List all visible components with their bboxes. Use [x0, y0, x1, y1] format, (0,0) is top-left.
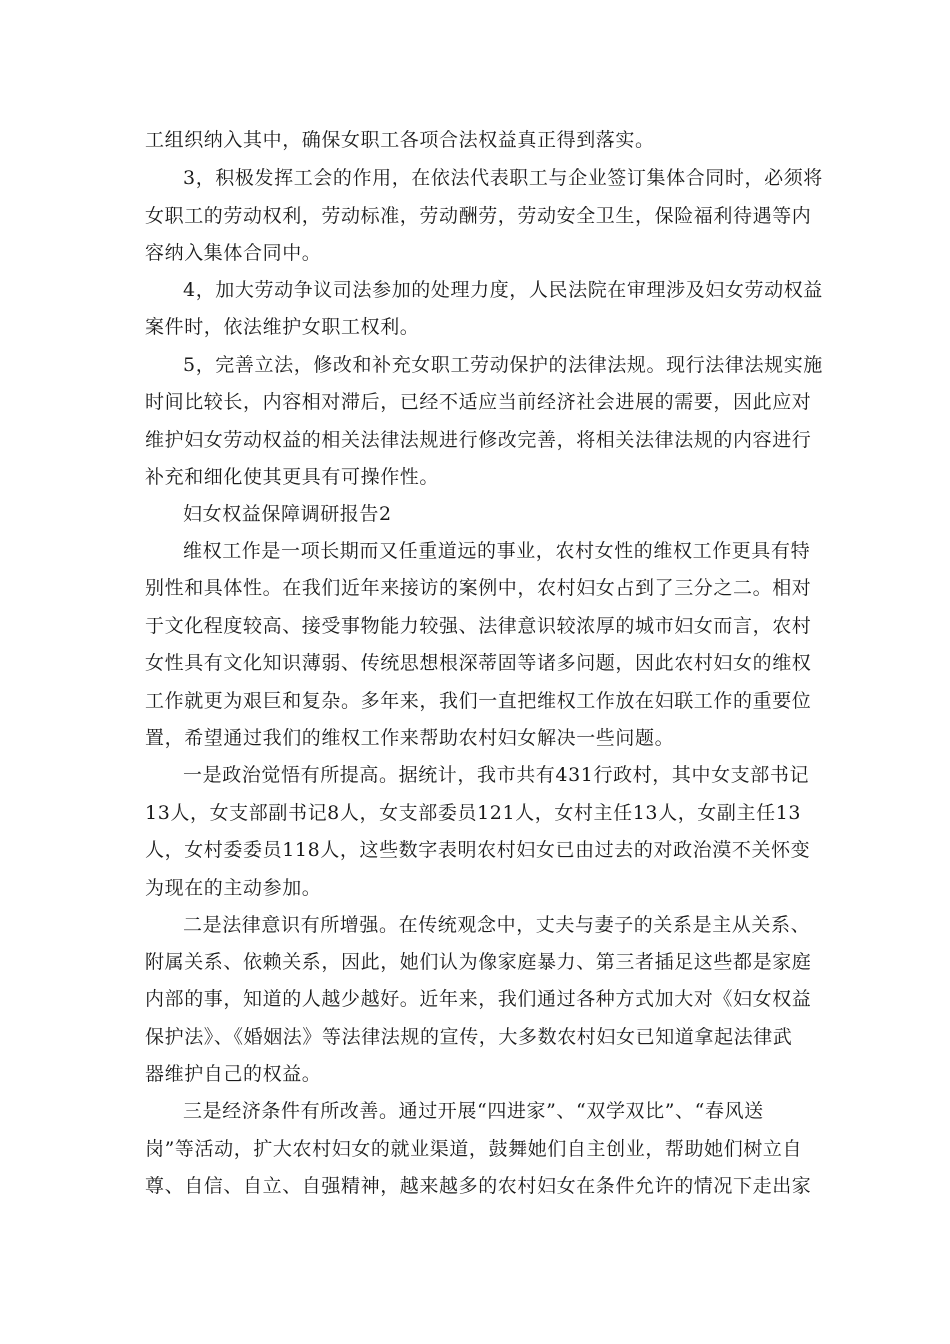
text-line: 工组织纳入其中，确保女职工各项合法权益真正得到落实。 — [145, 129, 655, 151]
list-item-5: 5，完善立法，修改和补充女职工劳动保护的法律法规。现行法律法规实施 — [183, 354, 823, 376]
text-line: 器维护自己的权益。 — [145, 1063, 322, 1085]
list-item-3: 3，积极发挥工会的作用，在依法代表职工与企业签订集体合同时，必须将 — [183, 167, 823, 189]
text-line: 岗”等活动，扩大农村妇女的就业渠道，鼓舞她们自主创业，帮助她们树立自 — [145, 1138, 803, 1160]
text-line: 维护妇女劳动权益的相关法律法规进行修改完善，将相关法律法规的内容进行 — [145, 429, 812, 451]
text-line: 附属关系、依赖关系，因此，她们认为像家庭暴力、第三者插足这些都是家庭 — [145, 951, 812, 973]
text-line: 为现在的主动参加。 — [145, 877, 322, 899]
paragraph-start: 二是法律意识有所增强。在传统观念中，丈夫与妻子的关系是主从关系、 — [183, 914, 811, 936]
paragraph-start: 维权工作是一项长期而又任重道远的事业，农村女性的维权工作更具有特 — [183, 540, 811, 562]
text-line: 内部的事，知道的人越少越好。近年来，我们通过各种方式加大对《妇女权益 — [145, 988, 812, 1010]
text-line: 容纳入集体合同中。 — [145, 242, 322, 264]
text-line: 于文化程度较高、接受事物能力较强、法律意识较浓厚的城市妇女而言，农村 — [145, 615, 812, 637]
text-line: 人，女村委委员118人，这些数字表明农村妇女已由过去的对政治漠不关怀变 — [145, 839, 811, 861]
text-line: 女性具有文化知识薄弱、传统思想根深蒂固等诸多问题，因此农村妇女的维权 — [145, 652, 812, 674]
text-line: 置，希望通过我们的维权工作来帮助农村妇女解决一些问题。 — [145, 727, 675, 749]
text-line: 尊、自信、自立、自强精神，越来越多的农村妇女在条件允许的情况下走出家 — [145, 1175, 812, 1197]
text-line: 保护法》、《婚姻法》等法律法规的宣传，大多数农村妇女已知道拿起法律武 — [145, 1026, 793, 1048]
text-line: 案件时，依法维护女职工权利。 — [145, 316, 420, 338]
section-heading: 妇女权益保障调研报告2 — [183, 503, 392, 525]
text-line: 工作就更为艰巨和复杂。多年来，我们一直把维权工作放在妇联工作的重要位 — [145, 690, 812, 712]
paragraph-start: 一是政治觉悟有所提高。据统计，我市共有431行政村，其中女支部书记 — [183, 764, 810, 786]
text-line: 13人，女支部副书记8人，女支部委员121人，女村主任13人，女副主任13 — [145, 802, 802, 824]
text-line: 别性和具体性。在我们近年来接访的案例中，农村妇女占到了三分之二。相对 — [145, 577, 812, 599]
text-line: 女职工的劳动权利，劳动标准，劳动酬劳，劳动安全卫生，保险福利待遇等内 — [145, 205, 812, 227]
list-item-4: 4，加大劳动争议司法参加的处理力度，人民法院在审理涉及妇女劳动权益 — [183, 279, 823, 301]
text-line: 时间比较长，内容相对滞后，已经不适应当前经济社会进展的需要，因此应对 — [145, 391, 812, 413]
paragraph-start: 三是经济条件有所改善。通过开展“四进家”、“双学双比”、“春风送 — [183, 1100, 764, 1122]
text-line: 补充和细化使其更具有可操作性。 — [145, 466, 440, 488]
